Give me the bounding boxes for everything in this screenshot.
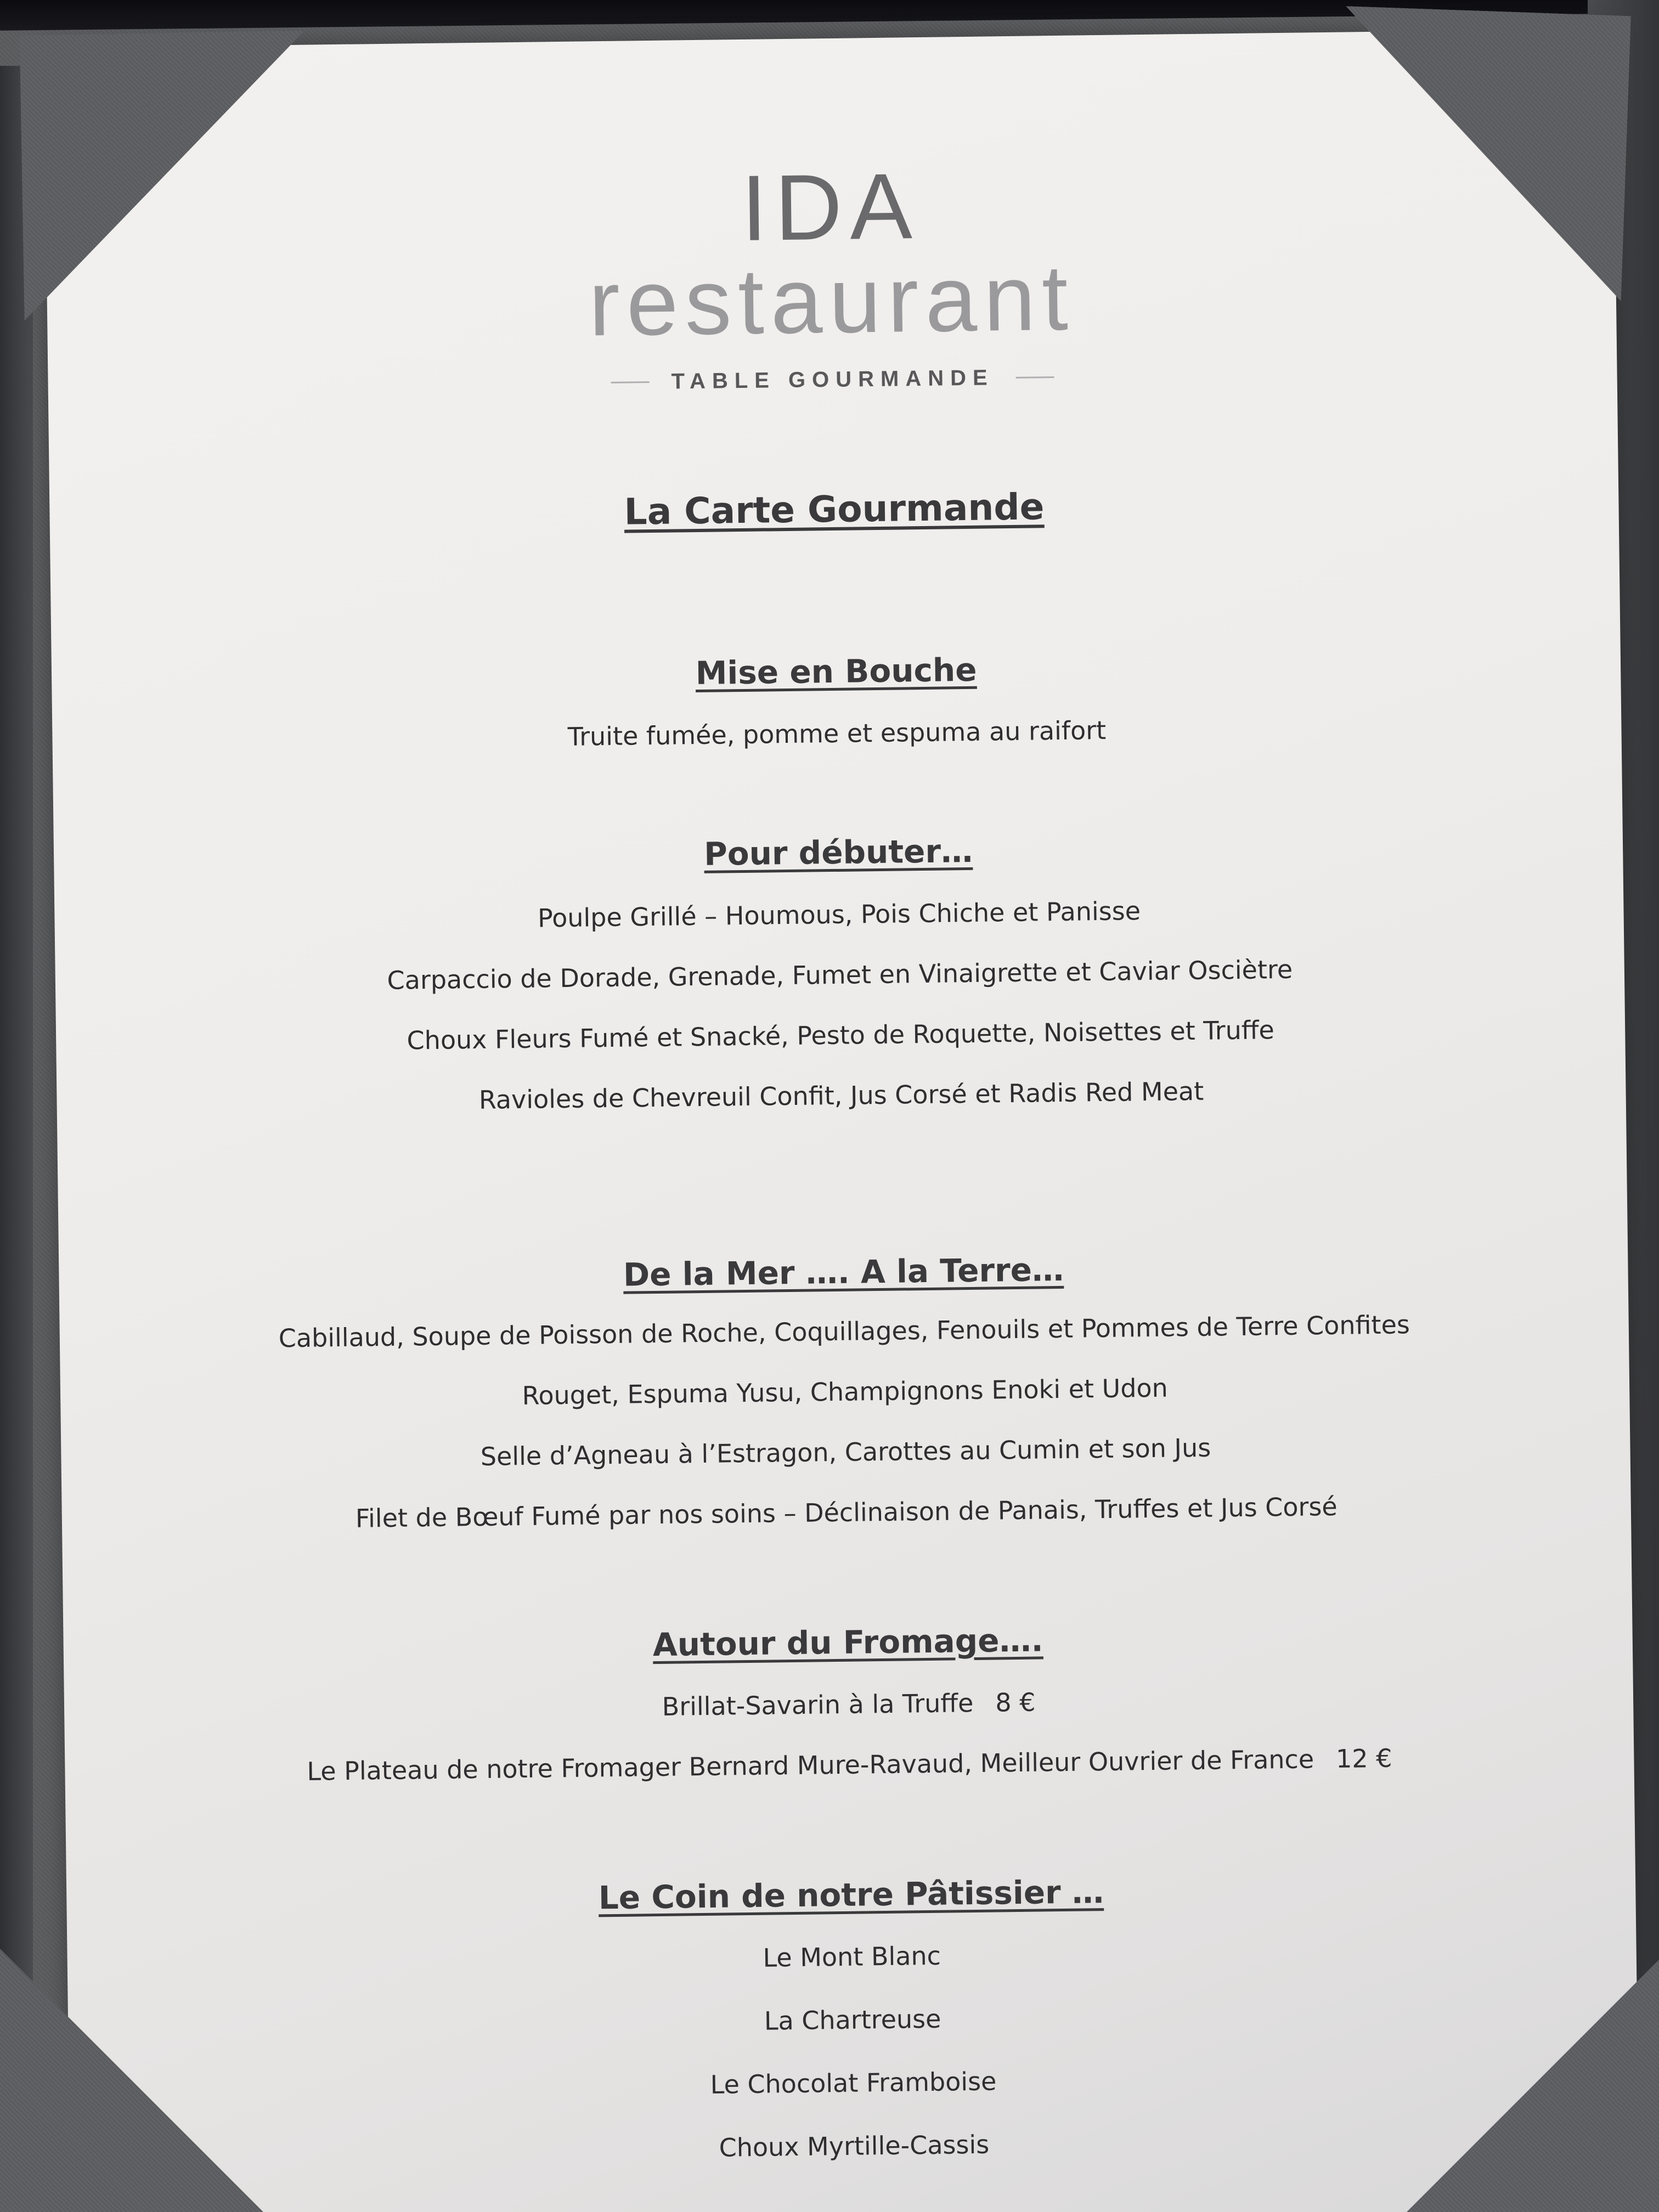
section-heading: Pour débuter… bbox=[703, 832, 973, 873]
menu-item: Truite fumée, pomme et espuma au raifort bbox=[567, 715, 1107, 752]
menu-item bbox=[65, 1740, 1634, 1789]
folder-edge-left bbox=[0, 66, 33, 2212]
menu-item bbox=[64, 1680, 1633, 1729]
section-heading: De la Mer …. A la Terre… bbox=[623, 1250, 1064, 1294]
menu-item: Rouget, Espuma Yusu, Champignons Enoki et Udon bbox=[522, 1373, 1169, 1411]
section-heading: Le Coin de notre Pâtissier … bbox=[598, 1873, 1104, 1917]
menu-item: Choux Myrtille-Cassis bbox=[719, 2129, 990, 2163]
logo-tagline bbox=[48, 358, 1617, 402]
menu-item: Cabillaud, Soupe de Poisson de Roche, Coquillages, Fenouils et Pommes de Terre Confites bbox=[278, 1310, 1410, 1353]
menu-item: Selle d’Agneau à l’Estragon, Carottes au Cumin et son Jus bbox=[480, 1432, 1211, 1471]
menu-item: Le Chocolat Framboise bbox=[710, 2066, 997, 2100]
menu-content bbox=[44, 29, 1640, 2212]
item-name: Le Plateau de notre Fromager Bernard Mure-Ravaud, Meilleur Ouvrier de France bbox=[307, 1744, 1314, 1786]
tagline-text: TABLE GOURMANDE bbox=[671, 365, 994, 394]
divider bbox=[1016, 376, 1054, 379]
logo-word: restaurant bbox=[588, 245, 1075, 356]
menu-item: Filet de Bœuf Fumé par nos soins – Déclinaison de Panais, Truffes et Jus Corsé bbox=[355, 1491, 1338, 1533]
logo-name: IDA bbox=[740, 154, 921, 261]
menu-title: La Carte Gourmande bbox=[624, 486, 1045, 533]
menu-item: Poulpe Grillé – Houmous, Pois Chiche et Panisse bbox=[537, 896, 1141, 933]
menu-item: Ravioles de Chevreuil Confit, Jus Corsé et Radis Red Meat bbox=[478, 1076, 1204, 1115]
menu-item: Carpaccio de Dorade, Grenade, Fumet en Vinaigrette et Caviar Osciètre bbox=[387, 954, 1293, 995]
section-heading: Autour du Fromage…. bbox=[652, 1621, 1043, 1664]
item-price: 12 € bbox=[1335, 1743, 1392, 1774]
item-name: Brillat-Savarin à la Truffe bbox=[662, 1688, 974, 1722]
menu-item: Choux Fleurs Fumé et Snacké, Pesto de Roquette, Noisettes et Truffe bbox=[407, 1015, 1275, 1056]
menu-sheet bbox=[44, 29, 1640, 2212]
section-heading: Mise en Bouche bbox=[695, 651, 977, 692]
item-price: 8 € bbox=[995, 1687, 1036, 1718]
menu-item: Le Mont Blanc bbox=[763, 1940, 941, 1973]
divider bbox=[611, 381, 650, 383]
menu-item: La Chartreuse bbox=[764, 2004, 941, 2036]
